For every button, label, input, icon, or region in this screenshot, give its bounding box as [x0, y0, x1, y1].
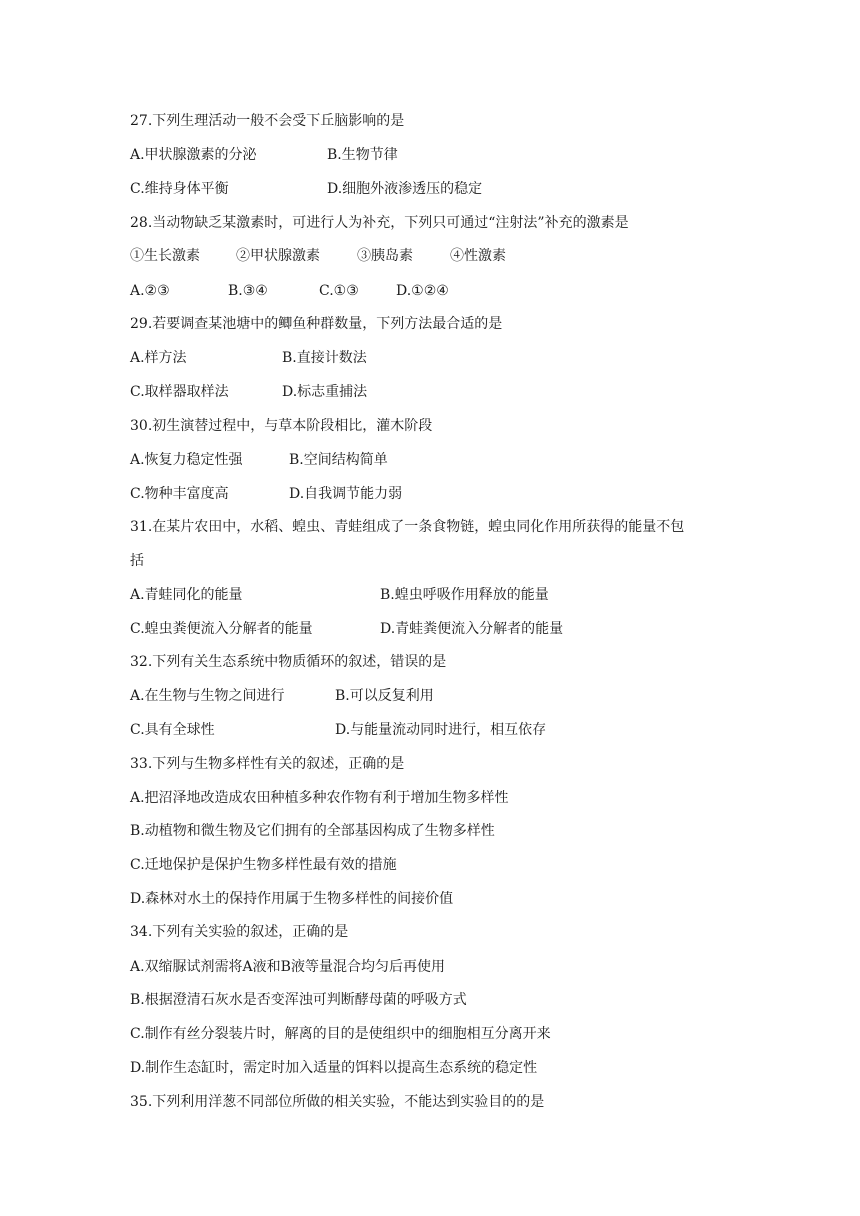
question-34-stem: 34.下列有关实验的叙述，正确的是: [130, 924, 349, 940]
question-31-option-d: D.青蛙粪便流入分解者的能量: [380, 621, 564, 637]
question-31-option-b: B.蝗虫呼吸作用释放的能量: [380, 587, 549, 603]
question-28-option-d: D.①②④: [396, 283, 449, 299]
question-33-option-b: B.动植物和微生物及它们拥有的全部基因构成了生物多样性: [130, 823, 495, 839]
question-27-option-a: A.甲状腺激素的分泌: [130, 147, 257, 163]
question-29-option-d: D.标志重捕法: [282, 384, 368, 400]
question-28-stem: 28.当动物缺乏某激素时，可进行人为补充，下列只可通过“注射法”补充的激素是: [130, 215, 629, 231]
question-28-option-b: B.③④: [228, 283, 268, 299]
question-30-option-c: C.物种丰富度高: [130, 486, 229, 502]
question-32-option-a: A.在生物与生物之间进行: [130, 688, 285, 704]
question-28-item-4: ④性激素: [450, 248, 506, 264]
question-28-item-2: ②甲状腺激素: [236, 248, 320, 264]
question-29-option-a: A.样方法: [130, 350, 187, 366]
question-33-option-a: A.把沼泽地改造成农田种植多种农作物有利于增加生物多样性: [130, 790, 509, 806]
question-28-option-c: C.①③: [319, 283, 359, 299]
question-28-option-a: A.②③: [130, 283, 170, 299]
question-35-stem: 35.下列利用洋葱不同部位所做的相关实验，不能达到实验目的的是: [130, 1094, 545, 1110]
question-29-option-b: B.直接计数法: [282, 350, 367, 366]
question-34-option-d: D.制作生态缸时，需定时加入适量的饵料以提高生态系统的稳定性: [130, 1060, 538, 1076]
question-29-option-c: C.取样器取样法: [130, 384, 229, 400]
question-30-option-d: D.自我调节能力弱: [289, 486, 403, 502]
question-32-option-c: C.具有全球性: [130, 722, 215, 738]
question-31-stem: 31.在某片农田中，水稻、蝗虫、青蛙组成了一条食物链，蝗虫同化作用所获得的能量不包: [130, 519, 685, 535]
question-29-stem: 29.若要调查某池塘中的鲫鱼种群数量，下列方法最合适的是: [130, 316, 503, 332]
question-27-stem: 27.下列生理活动一般不会受下丘脑影响的是: [130, 113, 405, 129]
question-27-option-b: B.生物节律: [327, 147, 398, 163]
question-33-option-d: D.森林对水土的保持作用属于生物多样性的间接价值: [130, 891, 454, 907]
question-31-stem-continued: 括: [130, 553, 144, 569]
question-30-stem: 30.初生演替过程中，与草本阶段相比，灌木阶段: [130, 418, 433, 434]
question-34-option-a: A.双缩脲试剂需将A液和B液等量混合均匀后再使用: [130, 959, 445, 975]
question-28-item-3: ③胰岛素: [357, 248, 413, 264]
question-34-option-b: B.根据澄清石灰水是否变浑浊可判断酵母菌的呼吸方式: [130, 992, 467, 1008]
question-34-option-c: C.制作有丝分裂装片时，解离的目的是使组织中的细胞相互分离开来: [130, 1026, 551, 1042]
question-30-option-a: A.恢复力稳定性强: [130, 452, 243, 468]
question-33-stem: 33.下列与生物多样性有关的叙述，正确的是: [130, 756, 405, 772]
question-31-option-c: C.蝗虫粪便流入分解者的能量: [130, 621, 313, 637]
question-31-option-a: A.青蛙同化的能量: [130, 587, 243, 603]
question-27-option-c: C.维持身体平衡: [130, 181, 229, 197]
question-32-stem: 32.下列有关生态系统中物质循环的叙述，错误的是: [130, 654, 447, 670]
question-27-option-d: D.细胞外液渗透压的稳定: [327, 181, 483, 197]
question-32-option-d: D.与能量流动同时进行，相互依存: [335, 722, 547, 738]
question-28-item-1: ①生长激素: [130, 248, 200, 264]
question-32-option-b: B.可以反复利用: [335, 688, 434, 704]
question-33-option-c: C.迁地保护是保护生物多样性最有效的措施: [130, 857, 397, 873]
question-30-option-b: B.空间结构简单: [289, 452, 388, 468]
